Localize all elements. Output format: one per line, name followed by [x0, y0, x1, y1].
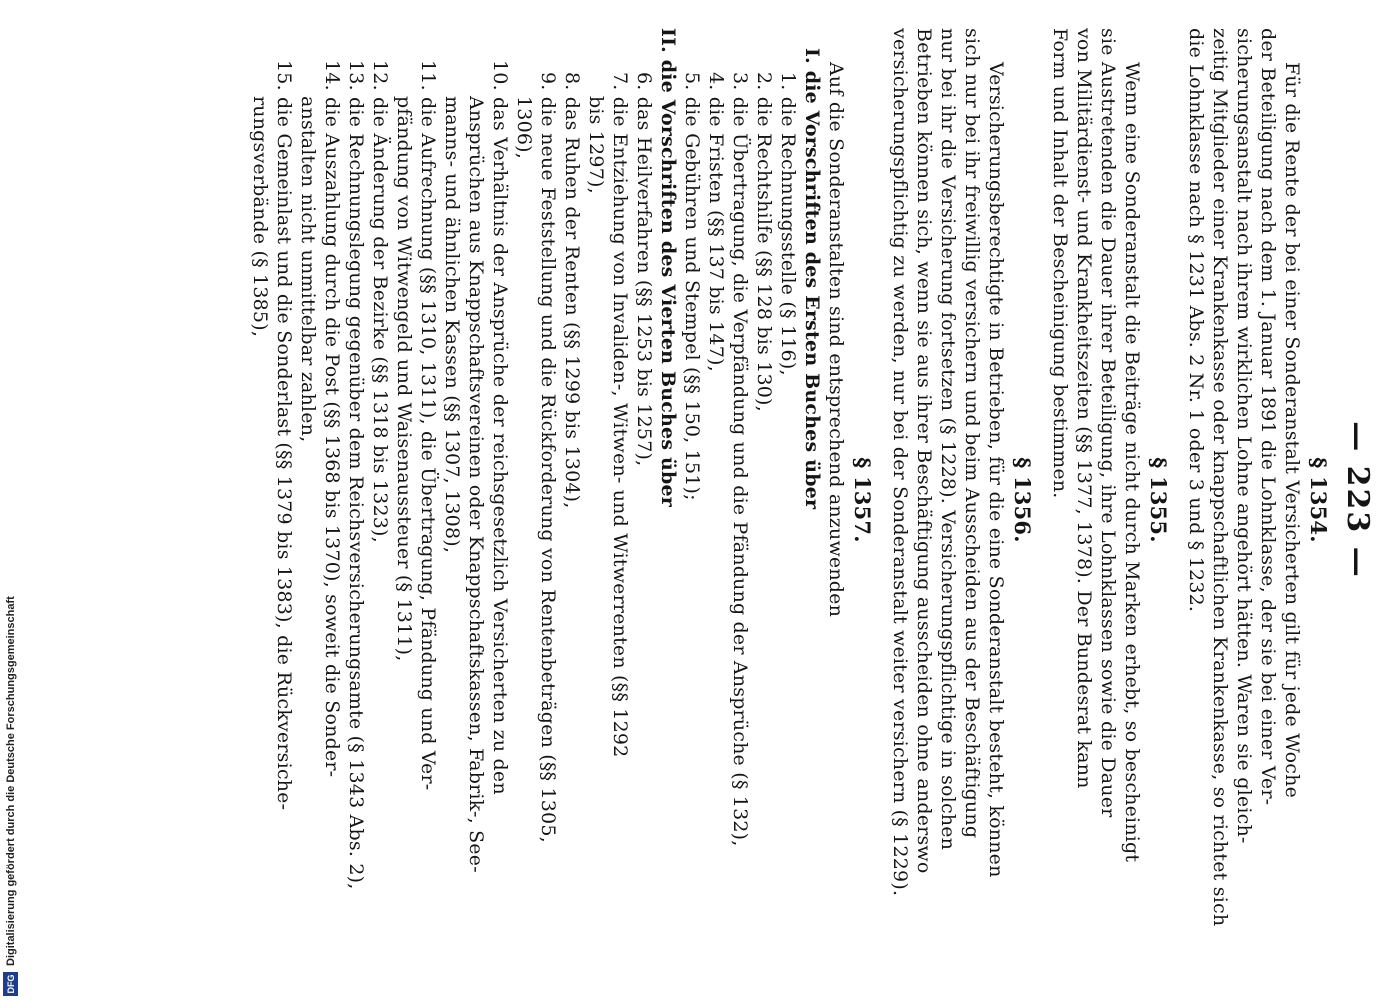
section-heading-1357: § 1357.	[850, 457, 875, 543]
page-number: — 223 —	[1340, 421, 1375, 579]
paragraph-line: versicherungspflichtig zu werden, nur bei der Sonderanstalt weiter versichern (§ 1229).	[889, 28, 911, 897]
list-item: 8. das Ruhen der Renten (§§ 1299 bis 1304),	[561, 72, 583, 509]
list-item: 5. die Gebühren und Stempel (§§ 150, 151);	[681, 72, 703, 501]
list-item: 12. die Änderung der Bezirke (§§ 1318 bis 1323),	[369, 60, 391, 543]
list-item-continuation: rungsverbände (§ 1385),	[249, 96, 271, 338]
list-item: 13. die Rechnungslegung gegenüber dem Reichsversicherungsamte (§ 1343 Abs. 2),	[345, 60, 367, 890]
list-item: 11. die Aufrechnung (§§ 1310, 1311), die Übertragung, Pfändung und Ver-	[417, 60, 439, 791]
paragraph-line: Betrieben können sich, wenn sie aus ihrer Beschäftigung ausscheiden ohne anderswo	[913, 28, 935, 874]
paragraph-line: nur bei ihr die Versicherung fortsetzen (§ 1228). Versicherungspflichtige in solchen	[937, 28, 959, 851]
paragraph-line: Auf die Sonderanstalten sind entsprechend anzuwenden	[825, 62, 847, 618]
paragraph-line: Wenn eine Sonderanstalt die Beiträge nicht durch Marken erhebt, so bescheinigt	[1121, 62, 1143, 863]
list-part-title: II. die Vorschriften des Vierten Buches über	[657, 28, 679, 508]
footer-text: Digitalisierung gefördert durch die Deutsche Forschungsgemeinschaft	[5, 596, 17, 966]
list-item: 10. das Verhältnis der Ansprüche der reichsgesetzlich Versicherten zu den	[489, 60, 511, 795]
paragraph-line: sich nur bei ihr freiwillig versichern und beim Ausscheiden aus der Beschäftigung	[961, 28, 983, 839]
list-item-continuation: 1306),	[513, 96, 535, 160]
paragraph-line: sicherungsanstalt nach ihrem wirklichen Lohne angehört hätten. Waren sie gleich-	[1233, 28, 1255, 844]
dfg-logo: DFG	[3, 972, 18, 996]
paragraph-line: der Beteiligung nach dem 1. Januar 1891 die Lohnklasse, der sie bei einer Ver-	[1257, 28, 1279, 806]
list-item-continuation: manns- und ähnlichen Kassen (§§ 1307, 1308),	[441, 96, 463, 554]
list-item: 2. die Rechtshilfe (§§ 128 bis 130),	[753, 72, 775, 412]
list-item-continuation: Ansprüchen aus Knappschaftsvereinen oder Knappschaftskassen, Fabrik-, See-	[465, 96, 487, 873]
paragraph-line: Versicherungsberechtigte in Betrieben, für die eine Sonderanstalt besteht, können	[985, 62, 1007, 878]
list-item: 14. die Auszahlung durch die Post (§§ 1368 bis 1370), soweit die Sonder-	[321, 60, 343, 778]
list-item-continuation: anstalten nicht unmittelbar zahlen,	[297, 96, 319, 443]
list-item: 1. die Rechnungsstelle (§ 116),	[777, 72, 799, 376]
paragraph-line: zeitig Mitglieder einer Krankenkasse oder knappschaftlichen Krankenkasse, so richtet sich	[1209, 28, 1231, 927]
list-part-title: I. die Vorschriften des Ersten Buches über	[801, 48, 823, 510]
list-item-continuation: pfändung von Witwengeld und Waisenaussteuer (§ 1311),	[393, 96, 415, 662]
list-item: 9. die neue Feststellung und die Rückforderung von Rentenbeträgen (§§ 1305,	[537, 72, 559, 843]
list-item: 4. die Fristen (§§ 137 bis 147),	[705, 72, 727, 372]
paragraph-line: Form und Inhalt der Bescheinigung bestimmen.	[1049, 28, 1071, 499]
section-heading-1354: § 1354.	[1306, 457, 1331, 543]
paragraph-line: die Lohnklasse nach § 1231 Abs. 2 Nr. 1 oder 3 und § 1232.	[1185, 28, 1207, 613]
list-item: 6. das Heilverfahren (§§ 1253 bis 1257),	[633, 72, 655, 467]
paragraph-line: Für die Rente der bei einer Sonderanstalt Versicherten gilt für jede Woche	[1281, 62, 1303, 799]
list-item: 15. die Gemeinlast und die Sonderlast (§§ 1379 bis 1383), die Rückversiche-	[273, 60, 295, 811]
paragraph-line: von Militärdienst- und Krankheitszeiten (§§ 1377, 1378). Der Bundesrat kann	[1073, 28, 1095, 789]
paragraph-line: sie Austretenden die Dauer ihrer Beteiligung, ihre Lohnklassen sowie die Dauer	[1097, 28, 1119, 818]
section-heading-1355: § 1355.	[1146, 457, 1171, 543]
section-heading-1356: § 1356.	[1010, 457, 1035, 543]
list-item: 7. die Entziehung von Invaliden-, Witwen- und Witwerrenten (§§ 1292	[609, 72, 631, 758]
digitization-footer	[0, 0, 22, 1000]
list-item: 3. die Übertragung, die Verpfändung und die Pfändung der Ansprüche (§ 132),	[729, 72, 751, 847]
list-item-continuation: bis 1297),	[585, 96, 607, 194]
